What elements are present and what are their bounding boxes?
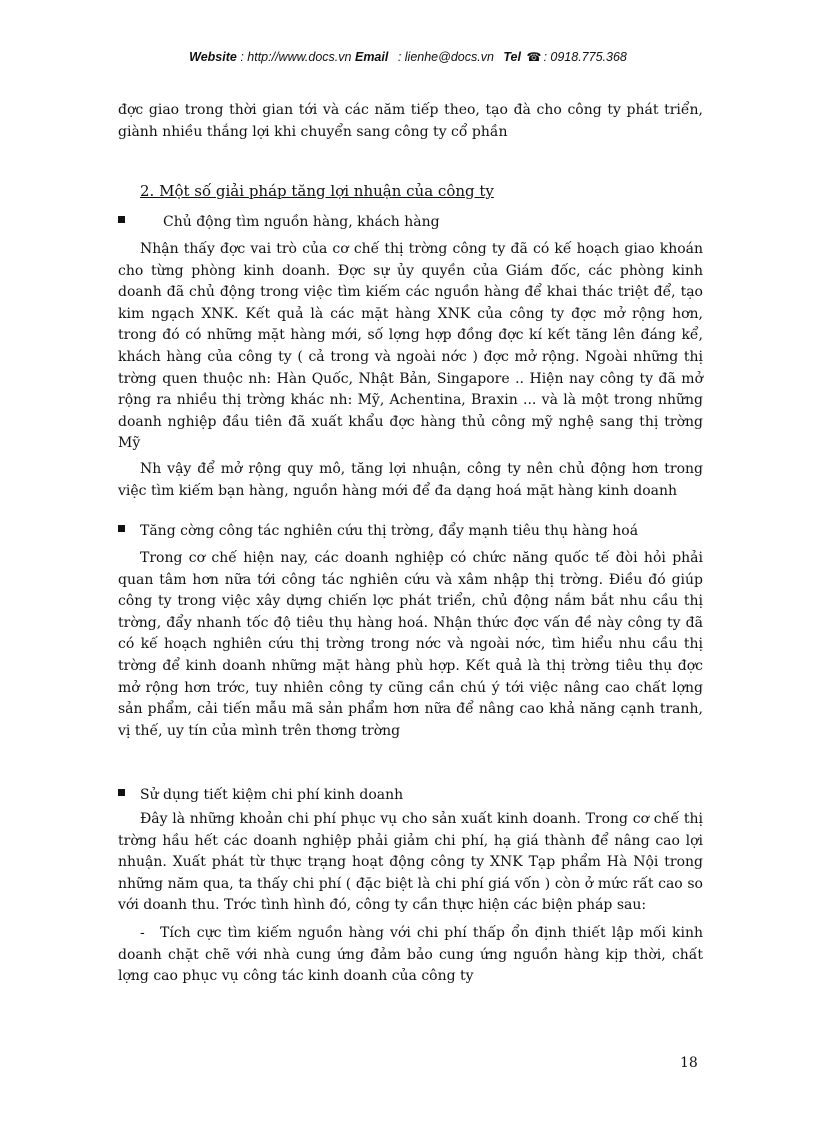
tel-label: Tel — [503, 50, 521, 64]
bullet1-body — [118, 239, 703, 502]
bullet-square-icon — [118, 789, 125, 796]
email-link[interactable]: : lienhe@docs.vn — [397, 50, 494, 64]
dash-item-text: Tích cực tìm kiếm nguồn hàng với chi phí thấp ổn định thiết lập mối kinh doanh chặt chẽ với nhà cung ứng đảm bảo cung ứng nguồn hàng kịp thời, chất lợng cao phục vụ công tác kinh doanh của công ty — [118, 924, 703, 985]
section-heading: 2. Một số giải pháp tăng lợi nhuận của công ty — [140, 182, 494, 200]
bullet-square-icon — [118, 525, 125, 532]
bullet2-body — [118, 548, 703, 742]
dash-marker: - — [140, 924, 145, 941]
intro-paragraph: đợc giao trong thời gian tới và các năm tiếp theo, tạo đà cho công ty phát triển, giành nhiều thắng lợi khi chuyển sang công ty cổ phần — [118, 102, 703, 140]
email-label: Email — [354, 50, 389, 64]
bullet3-body — [118, 809, 703, 988]
bullet-item — [118, 785, 404, 807]
bullet1-paragraph2: Nh vậy để mở rộng quy mô, tăng lợi nhuận, công ty nên chủ động hơn trong việc tìm kiếm bạn hàng, nguồn hàng mới để đa dạng hoá mặt hàng kinh doanh — [118, 460, 703, 499]
bullet-square-icon — [118, 216, 125, 223]
website-link[interactable]: : http://www.docs.vn — [240, 50, 352, 64]
page-number: 18 — [680, 1055, 698, 1071]
website-label: Website — [189, 50, 237, 64]
bullet-title: Chủ động tìm nguồn hàng, khách hàng — [163, 214, 440, 230]
intro-block — [118, 100, 703, 143]
phone-icon: ☎ — [526, 50, 542, 64]
page-header — [0, 50, 816, 64]
tel-number: : 0918.775.368 — [543, 50, 627, 64]
bullet-item — [118, 212, 440, 234]
dash-item — [118, 923, 703, 988]
bullet-title: Sử dụng tiết kiệm chi phí kinh doanh — [140, 787, 404, 803]
bullet1-paragraph1: Nhận thấy đợc vai trò của cơ chế thị trờng công ty đã có kế hoạch giao khoán cho từng phòng kinh doanh. Đợc sự ủy quyền của Giám đốc, các phòng kinh doanh đã chủ động trong việc tìm kiếm các nguồn hàng để khai thác triệt để, tạo kim ngạch XNK. Kết quả là các mặt hàng XNK của công ty đợc mở rộng hơn, trong đó có những mặt hàng mới, số lợng hợp đồng đợc kí kết tăng lên đáng kể, khách hàng của công ty ( cả trong và ngoài nớc ) đợc mở rộng. Ngoài những thị trờng quen thuộc nh: Hàn Quốc, Nhật Bản, Singapore .. Hiện nay công ty đã mở rộng ra nhiều thị trờng khác nh: Mỹ, Achentina, Braxin ... và là một trong những doanh nghiệp đầu tiên đã xuất khẩu đợc hàng thủ công mỹ nghệ sang thị trờng Mỹ — [118, 241, 703, 452]
bullet3-paragraph1: Đây là những khoản chi phí phục vụ cho sản xuất kinh doanh. Trong cơ chế thị trờng hầu hết các doanh nghiệp phải giảm chi phí, hạ giá thành để nâng cao lợi nhuận. Xuất phát từ thực trạng hoạt động công ty XNK Tạp phẩm Hà Nội trong những năm qua, ta thấy chi phí ( đặc biệt là chi phí giá vốn ) còn ở mức rất cao so với doanh thu. Trớc tình hình đó, công ty cần thực hiện các biện pháp sau: — [118, 811, 703, 914]
bullet-title: Tăng cờng công tác nghiên cứu thị trờng, đẩy mạnh tiêu thụ hàng hoá — [140, 523, 639, 539]
bullet-item — [118, 521, 639, 543]
bullet2-paragraph1: Trong cơ chế hiện nay, các doanh nghiệp có chức năng quốc tế đòi hỏi phải quan tâm hơn nữa tới công tác nghiên cứu và xâm nhập thị trờng. Điều đó giúp công ty trong việc xây dựng chiến lợc phát triển, chủ động nắm bắt nhu cầu thị trờng, đẩy nhanh tốc độ tiêu thụ hàng hoá. Nhận thức đợc vấn đề này công ty đã có kế hoạch nghiên cứu thị trờng trong nớc và ngoài nớc, tìm hiểu nhu cầu thị trờng để kinh doanh những mặt hàng phù hợp. Kết quả là thị trờng tiêu thụ đợc mở rộng hơn trớc, tuy nhiên công ty cũng cần chú ý tới việc nâng cao chất lợng sản phẩm, cải tiến mẫu mã sản phẩm hơn nữa để nâng cao khả năng cạnh tranh, vị thế, uy tín của mình trên thơng trờng — [118, 550, 703, 739]
